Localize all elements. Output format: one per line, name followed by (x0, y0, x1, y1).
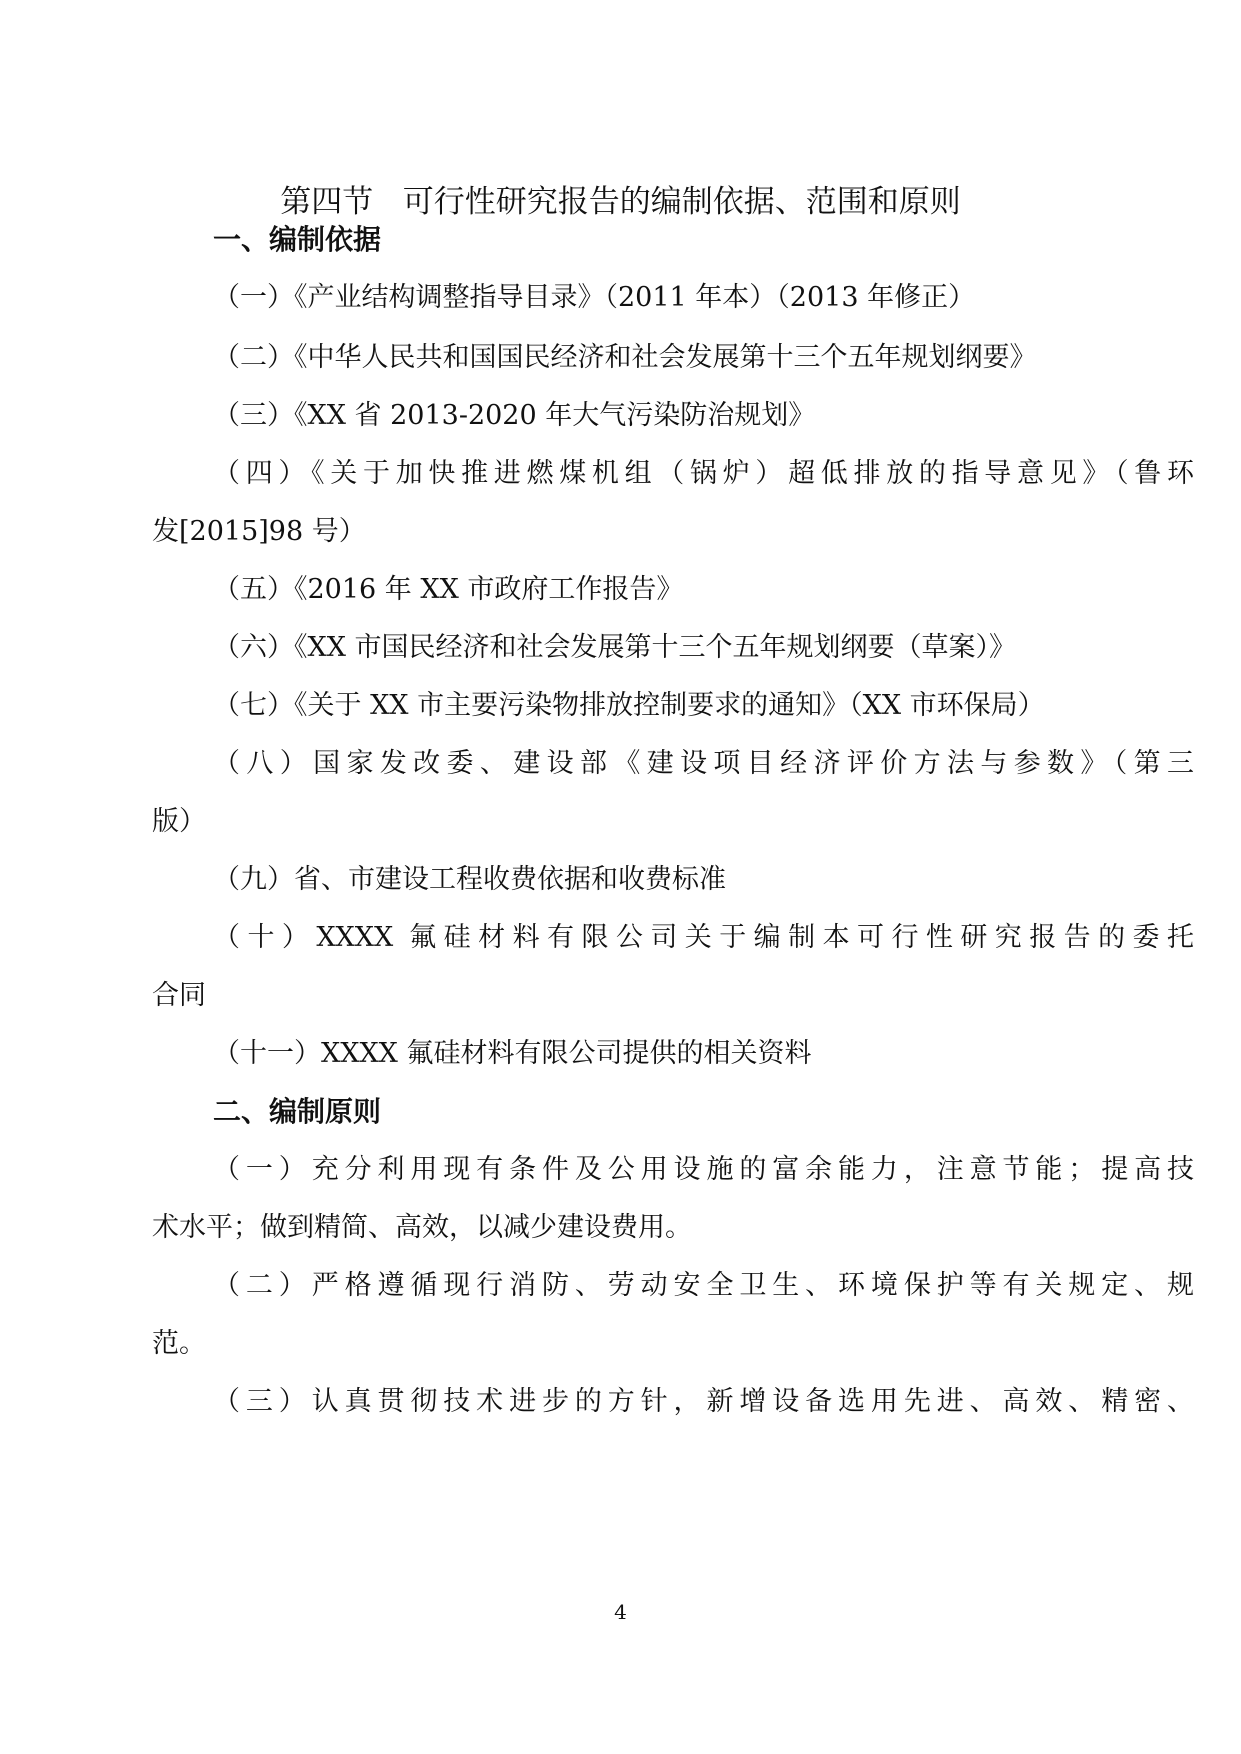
principle-item-3-line-1: （三）认真贯彻技术进步的方针，新增设备选用先进、高效、精密、 (213, 1386, 1194, 1417)
basis-item-8-line-2: 版） (152, 806, 206, 837)
heading-basis: 一、编制依据 (213, 223, 382, 256)
basis-item-9: （九）省、市建设工程收费依据和收费标准 (213, 864, 726, 895)
section-title: 第四节 可行性研究报告的编制依据、范围和原则 (280, 184, 961, 220)
principle-item-2-line-2: 范。 (152, 1328, 206, 1359)
basis-item-11: （十一）XXXX 氟硅材料有限公司提供的相关资料 (213, 1038, 812, 1069)
principle-item-1-line-1: （一）充分利用现有条件及公用设施的富余能力，注意节能；提高技 (213, 1154, 1194, 1185)
basis-item-3: （三）《XX 省 2013-2020 年大气污染防治规划》 (213, 400, 816, 431)
basis-item-10-line-2: 合同 (152, 980, 206, 1011)
basis-item-10-line-1: （十）XXXX 氟硅材料有限公司关于编制本可行性研究报告的委托 (213, 922, 1194, 953)
basis-item-5: （五）《2016 年 XX 市政府工作报告》 (213, 574, 684, 605)
basis-item-4-line-2: 发[2015]98 号） (152, 516, 366, 547)
basis-item-4-line-1: （四）《关于加快推进燃煤机组（锅炉）超低排放的指导意见》（鲁环 (213, 458, 1194, 489)
basis-item-7: （七）《关于 XX 市主要污染物排放控制要求的通知》（XX 市环保局） (213, 690, 1045, 721)
basis-item-1: （一）《产业结构调整指导目录》（2011 年本）（2013 年修正） (213, 282, 976, 313)
page-number: 4 (614, 1600, 627, 1624)
basis-item-8-line-1: （八）国家发改委、建设部《建设项目经济评价方法与参数》（第三 (213, 748, 1194, 779)
principle-item-2-line-1: （二）严格遵循现行消防、劳动安全卫生、环境保护等有关规定、规 (213, 1270, 1194, 1301)
heading-principles: 二、编制原则 (213, 1095, 382, 1128)
principle-item-1-line-2: 术水平；做到精简、高效，以减少建设费用。 (152, 1212, 692, 1243)
basis-item-6: （六）《XX 市国民经济和社会发展第十三个五年规划纲要（草案）》 (213, 632, 1017, 663)
basis-item-2: （二）《中华人民共和国国民经济和社会发展第十三个五年规划纲要》 (213, 342, 1037, 373)
